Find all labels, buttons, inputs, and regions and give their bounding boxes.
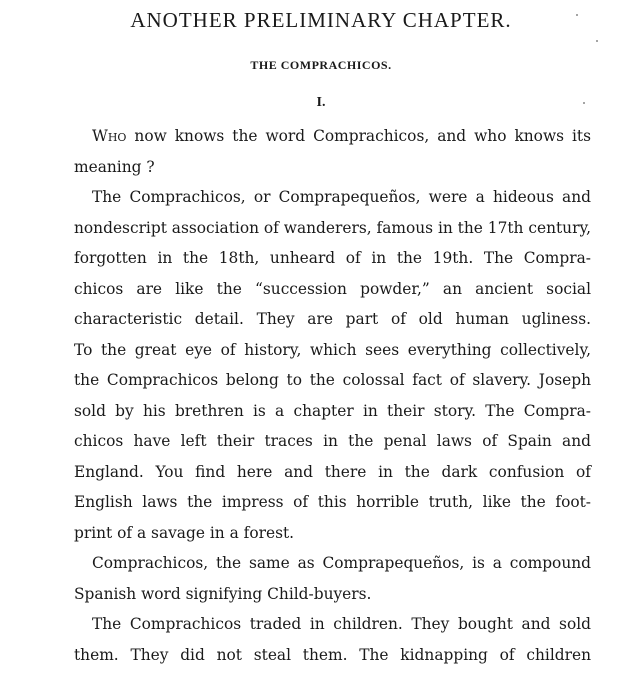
text-line: nondescript association of wanderers, famous in the 17th century, — [74, 218, 591, 237]
text-line: print of a savage in a forest. — [74, 523, 295, 542]
text-line: the Comprachicos belong to the colossal fact of slavery. Joseph — [74, 371, 591, 389]
lead-word-smallcaps: Who — [92, 127, 127, 145]
text-line: To the great eye of history, which sees everything collectively, — [74, 340, 591, 359]
text-line: meaning ? — [74, 157, 155, 176]
section-title: THE COMPRACHICOS. — [250, 58, 392, 72]
text-line: Comprachicos, the same as Comprapequeños, is a compound — [92, 554, 591, 572]
chapter-title: ANOTHER PRELIMINARY CHAPTER. — [130, 8, 512, 32]
text-line: Who now knows the word Comprachicos, and who knows its — [92, 127, 591, 145]
scan-speck — [576, 14, 578, 16]
scan-speck — [583, 102, 585, 104]
text-line: Spanish word signifying Child-buyers. — [74, 584, 372, 603]
section-number: I. — [316, 95, 326, 110]
text-line: England. You find here and there in the dark confusion of — [74, 462, 591, 481]
text-line: English laws the impress of this horrible truth, like the foot- — [74, 493, 591, 511]
text-line: chicos have left their traces in the penal laws of Spain and — [74, 432, 591, 450]
text-line: The Comprachicos, or Comprapequeños, were a hideous and — [92, 188, 591, 206]
text-line: forgotten in the 18th, unheard of in the 19th. The Compra- — [74, 249, 591, 267]
text-line: characteristic detail. They are part of old human ugliness. — [74, 310, 591, 328]
paragraph-1 — [74, 121, 591, 182]
text-line: sold by his brethren is a chapter in their story. The Compra- — [74, 401, 591, 420]
text-line: The Comprachicos traded in children. They bought and sold — [92, 615, 591, 633]
paragraph-4 — [74, 609, 591, 670]
scan-speck — [596, 40, 598, 42]
paragraph-3 — [74, 548, 591, 609]
text-line: chicos are like the “succession powder,” an ancient social — [74, 279, 591, 298]
text-line: them. They did not steal them. The kidnapping of children — [74, 645, 591, 664]
paragraph-2 — [74, 182, 591, 548]
